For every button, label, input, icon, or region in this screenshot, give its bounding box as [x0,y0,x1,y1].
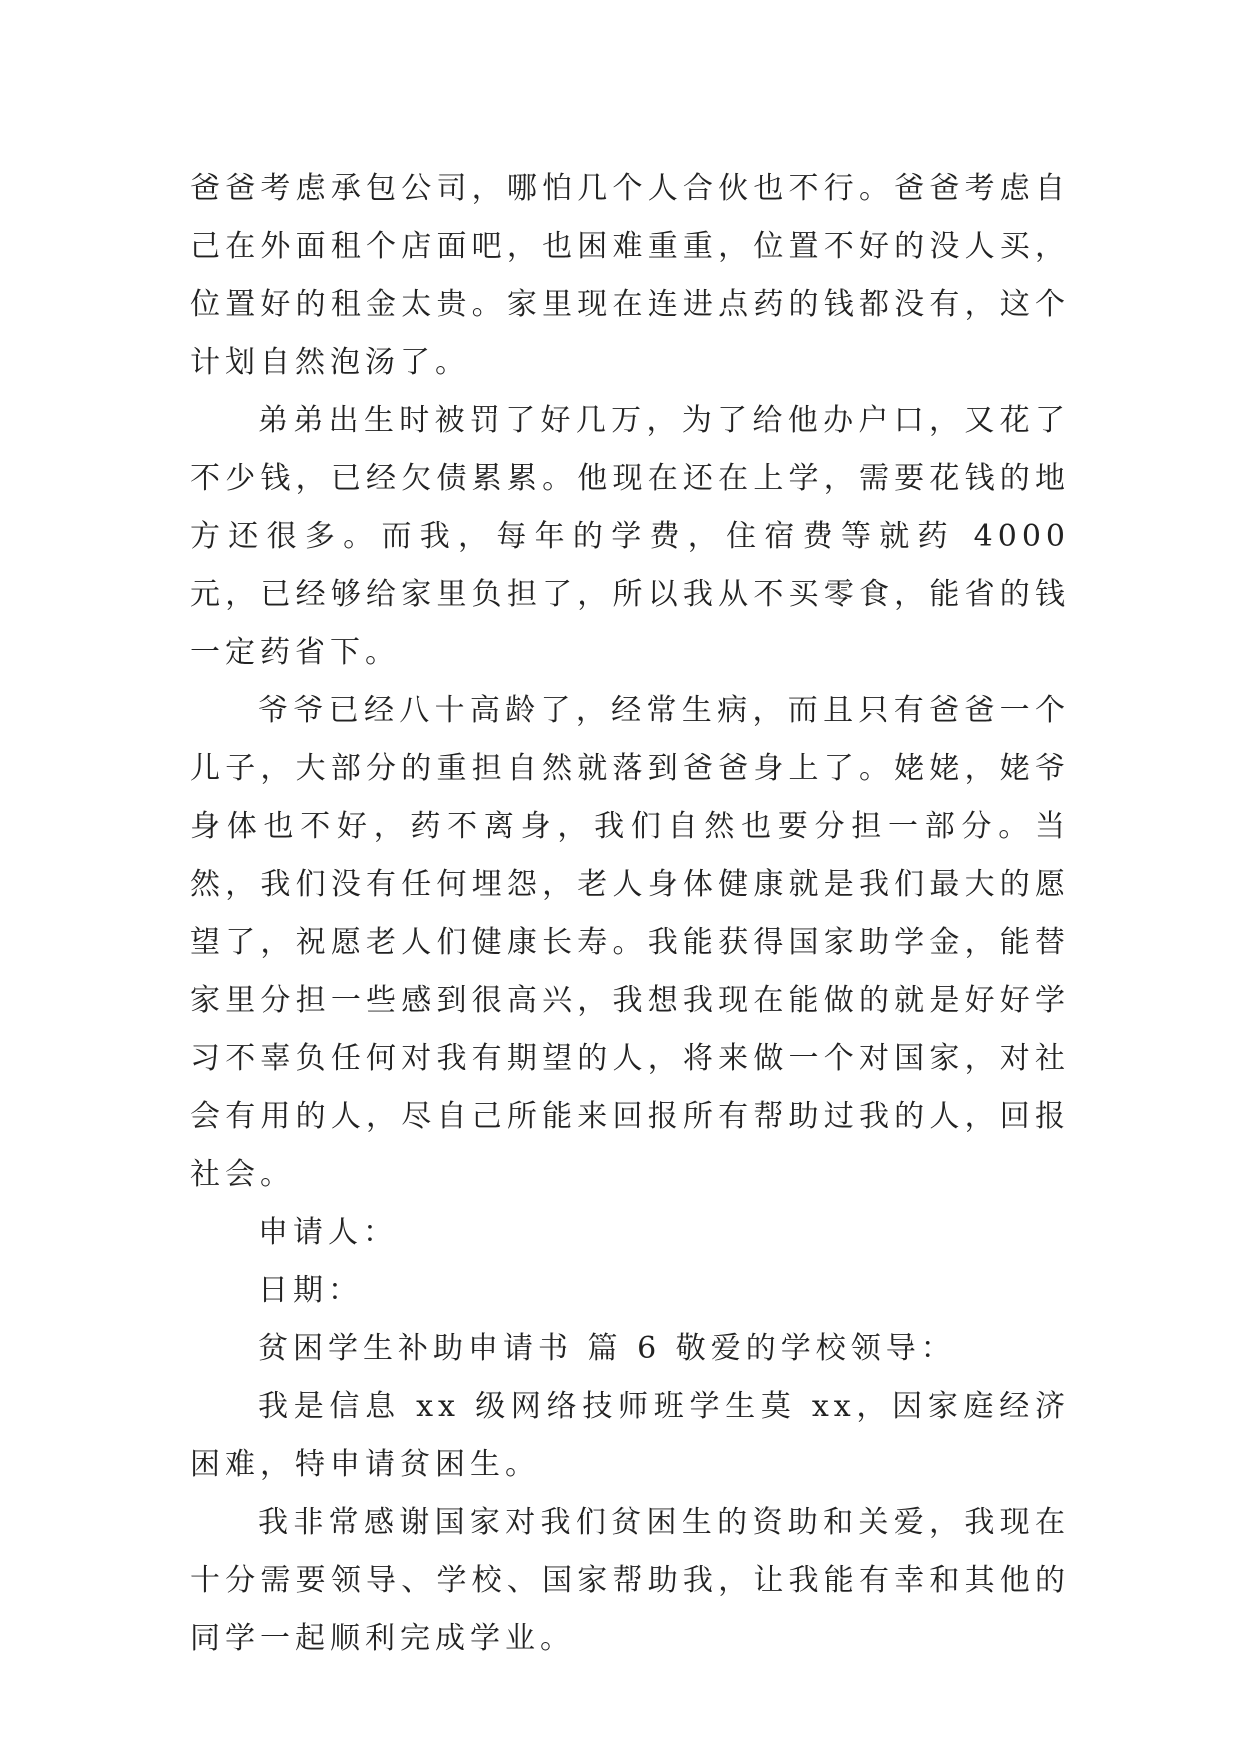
applicant-line: 申请人： [258,1215,398,1250]
section-heading: 贫困学生补助申请书 篇 6 敬爱的学校领导： [258,1331,956,1366]
paragraph-gratitude: 我非常感谢国家对我们贫困生的资助和关爱，我现在十分需要领导、学校、国家帮助我，让我能有幸和其他的同学一起顺利完成学业。 [190,1505,1070,1656]
paragraph-brother-debt: 弟弟出生时被罚了好几万，为了给他办户口，又花了不少钱，已经欠债累累。他现在还在上学，需要花钱的地方还很多。而我，每年的学费，住宿费等就药 4000 元，已经够给家里负担了，所以我从不买零食，能省的钱一定药省下。 [190,403,1070,670]
date-line: 日期： [258,1273,363,1308]
document-body [190,160,1070,1668]
paragraph-introduction: 我是信息 xx 级网络技师班学生莫 xx，因家庭经济困难，特申请贫困生。 [190,1389,1070,1482]
paragraph-grandparents: 爷爷已经八十高龄了，经常生病，而且只有爸爸一个儿子，大部分的重担自然就落到爸爸身上了。姥姥，姥爷身体也不好，药不离身，我们自然也要分担一部分。当然，我们没有任何埋怨，老人身体健康就是我们最大的愿望了，祝愿老人们健康长寿。我能获得国家助学金，能替家里分担一些感到很高兴，我想我现在能做的就是好好学习不辜负任何对我有期望的人，将来做一个对国家，对社会有用的人，尽自己所能来回报所有帮助过我的人，回报社会。 [190,693,1070,1192]
paragraph-father-plan: 爸爸考虑承包公司，哪怕几个人合伙也不行。爸爸考虑自己在外面租个店面吧，也困难重重，位置不好的没人买，位置好的租金太贵。家里现在连进点药的钱都没有，这个计划自然泡汤了。 [190,171,1070,380]
